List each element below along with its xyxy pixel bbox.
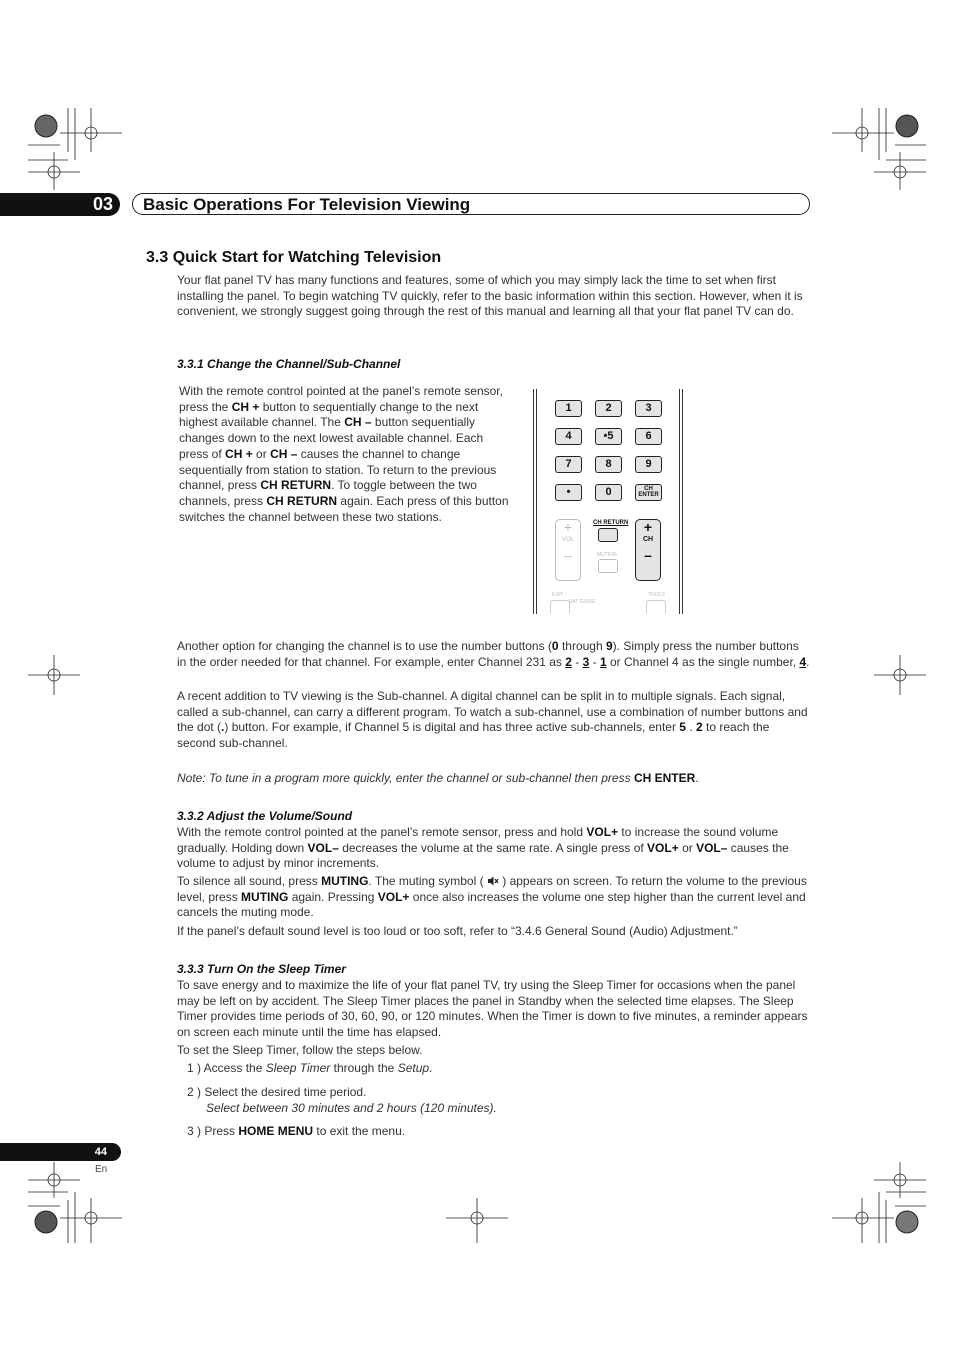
- remote-edge-left: [533, 389, 537, 614]
- ch-enter-line-2: ENTER: [638, 492, 659, 498]
- volume-paragraph-3: If the panel’s default sound level is too loud or too soft, refer to “3.4.6 General Sound (Audio) Adjustment.”: [177, 924, 738, 938]
- remote-key-9: 9: [635, 456, 662, 473]
- channel-note: Note: To tune in a program more quickly, enter the channel or sub-channel then press CH ENTER.: [177, 771, 699, 785]
- ch-minus-label: –: [644, 547, 652, 563]
- remote-key-2: 2: [595, 400, 622, 417]
- sleep-step-2-note: Select between 30 minutes and 2 hours (120 minutes).: [206, 1101, 497, 1115]
- remote-ch-rocker: [635, 519, 661, 581]
- muting-label: MUTING: [597, 552, 617, 558]
- subsection-heading-channel: 3.3.1 Change the Channel/Sub-Channel: [177, 357, 401, 371]
- sleep-paragraph-2: To set the Sleep Timer, follow the steps below.: [177, 1043, 423, 1057]
- remote-muting-key: [598, 559, 618, 573]
- sleep-paragraph-1: To save energy and to maximize the life of your flat panel TV, try using the Sleep Timer for occasions when the panel may be left on by accident. The Sleep Timer places the panel in Standby when the selected time elapses. The Sleep Timer provides time periods of 30, 60, 90, or 120 minutes. When the Timer is down to five minutes, a reminder appears on screen each minute until the time has elapsed.: [177, 978, 808, 1040]
- vol-label: VOL: [561, 537, 574, 543]
- language-label: En: [95, 1164, 108, 1175]
- exit-label: EXIT: [552, 592, 564, 598]
- section-title: 3.3 Quick Start for Watching Television: [146, 249, 442, 266]
- subsection-heading-sleep-timer: 3.3.3 Turn On the Sleep Timer: [177, 962, 346, 976]
- volume-paragraph-1: With the remote control pointed at the panel’s remote sensor, press and hold VOL+ to increase the sound volume gradually. Holding down VOL– decreases the volume at the same rate. A single press of VOL+ or VOL– causes the volume to adjust by minor increments.: [177, 825, 789, 871]
- ch-label: CH: [642, 536, 654, 543]
- remote-key-6: 6: [635, 428, 662, 445]
- remote-ch-return-key: [598, 528, 618, 542]
- vol-plus-label: +: [563, 519, 573, 535]
- chapter-number: 03: [0, 193, 120, 216]
- ch-plus-label: +: [643, 519, 653, 535]
- channel-paragraph-1: With the remote control pointed at the panel’s remote sensor, press the CH + button to sequentially change to the next highest available channel. The CH – button sequentially changes down to the next lowest available channel. Each press of CH + or CH – causes the channel to change sequentially from station to station. To return to the previous channel, press CH RETURN. To toggle between the two channels, press CH RETURN again. Each press of this button switches the channel between these two stations.: [179, 384, 509, 524]
- volume-paragraph-2: To silence all sound, press MUTING. The muting symbol ( ) appears on screen. To return the volume to the previous level, press MUTING again. Pressing VOL+ once also increases the volume one step higher than the current level and cancels the muting mode.: [177, 874, 807, 920]
- remote-vol-rocker: [555, 519, 581, 581]
- remote-key-1: 1: [555, 400, 582, 417]
- sat-guide-label: SAT GUIDE: [569, 599, 596, 605]
- remote-edge-right: [679, 389, 683, 614]
- section-intro: Your flat panel TV has many functions and features, some of which you may simply lack the time to set when first installing the panel. To begin watching TV quickly, refer to the basic information within this section. However, when it is convenient, we strongly suggest going through the rest of this manual and learning all that your flat panel TV can do.: [177, 273, 803, 319]
- subsection-heading-volume: 3.3.2 Adjust the Volume/Sound: [177, 809, 353, 823]
- sleep-step-1: 1 ) Access the Sleep Timer through the Setup.: [187, 1061, 433, 1075]
- remote-tools-key: [646, 600, 666, 614]
- muted-speaker-icon: [487, 876, 499, 886]
- remote-key-8: 8: [595, 456, 622, 473]
- vol-minus-label: –: [564, 547, 572, 563]
- remote-key-ch-enter: [635, 484, 662, 501]
- page-number: 44: [0, 1143, 121, 1161]
- remote-key-7: 7: [555, 456, 582, 473]
- remote-exit-key: [550, 600, 570, 614]
- remote-key-4: 4: [555, 428, 582, 445]
- remote-key-5: •5: [595, 428, 622, 445]
- remote-key-3: 3: [635, 400, 662, 417]
- sleep-step-2: 2 ) Select the desired time period.: [187, 1085, 367, 1099]
- remote-key-dot: •: [555, 484, 582, 501]
- channel-paragraph-3: A recent addition to TV viewing is the Sub-channel. A digital channel can be split in to multiple signals. Each signal, called a sub-channel, can carry a different program. To watch a sub-channel, use a combination of number buttons and the dot (.) button. For example, if Channel 5 is digital and has three active sub-channels, enter 5 . 2 to reach the second sub-channel.: [177, 689, 808, 751]
- tools-label: TOOLS: [648, 592, 665, 598]
- remote-control-illustration: [533, 389, 685, 614]
- channel-paragraph-2: Another option for changing the channel is to use the number buttons (0 through 9). Simply press the number buttons in the order needed for that channel. For example, enter Channel 231 as 2 - 3 - 1 or Channel 4 as the single number, 4.: [177, 639, 810, 669]
- sleep-step-3: 3 ) Press HOME MENU to exit the menu.: [187, 1124, 406, 1138]
- chapter-title: Basic Operations For Television Viewing: [132, 193, 810, 215]
- ch-return-label: CH RETURN: [593, 520, 629, 526]
- ch-enter-line-1: CH: [644, 486, 653, 492]
- remote-key-0: 0: [595, 484, 622, 501]
